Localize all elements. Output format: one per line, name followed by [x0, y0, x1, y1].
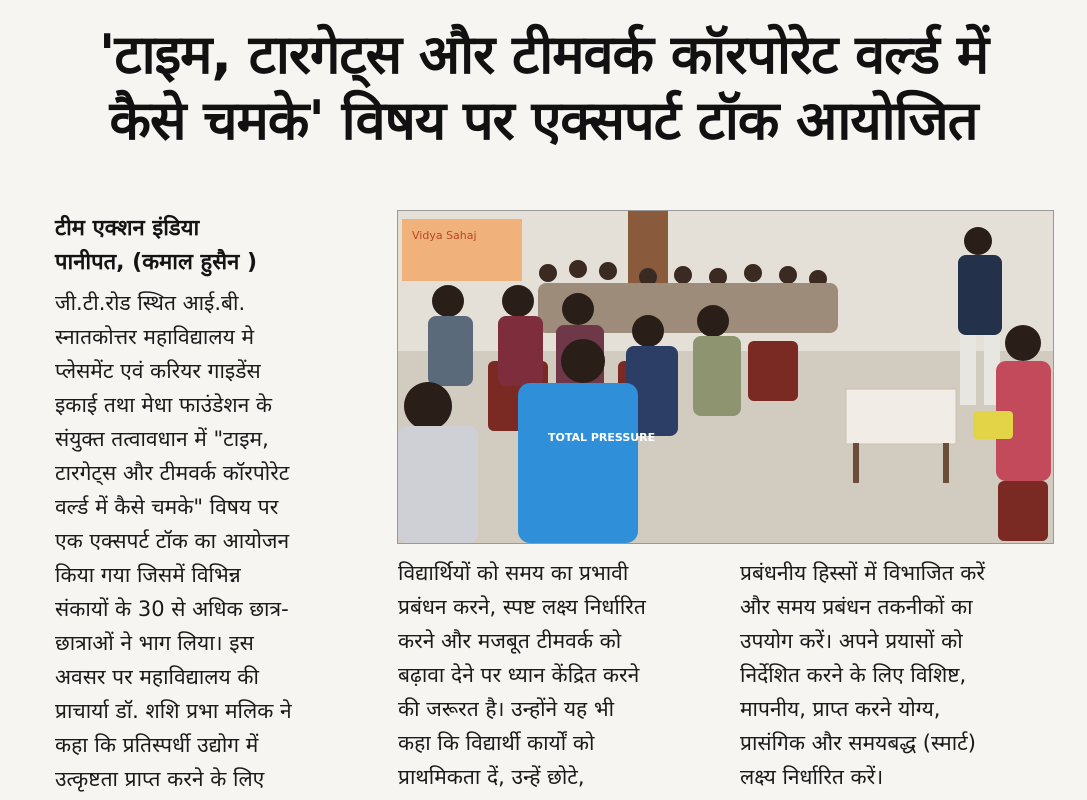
text-line: संकायों के 30 से अधिक छात्र-	[55, 597, 289, 621]
text-line: निर्देशित करने के लिए विशिष्ट,	[740, 663, 967, 687]
text-line: बढ़ावा देने पर ध्यान केंद्रित करने	[398, 663, 640, 687]
text-line: करने और मजबूत टीमवर्क को	[398, 629, 622, 653]
text-line: अवसर पर महाविद्यालय की	[55, 665, 259, 689]
text-line: की जरूरत है। उन्होंने यह भी	[398, 697, 615, 721]
text-line: छात्राओं ने भाग लिया। इस	[55, 631, 254, 655]
article-column-1	[55, 286, 292, 796]
headline-line-1: 'टाइम, टारगेट्स और टीमवर्क कॉरपोरेट वर्ल्ड में	[98, 23, 989, 86]
text-line: इकाई तथा मेधा फाउंडेशन के	[55, 393, 273, 417]
byline-dateline: पानीपत, (कमाल हुसैन )	[55, 250, 258, 275]
text-line: लक्ष्य निर्धारित करें।	[740, 765, 884, 789]
text-line: प्राचार्या डॉ. शशि प्रभा मलिक ने	[55, 699, 292, 723]
text-line: प्राथमिकता दें, उन्हें छोटे,	[398, 765, 585, 789]
event-photo-illustration	[398, 211, 1053, 543]
banner-text: Vidya Sahaj	[412, 229, 477, 242]
text-line: टारगेट्स और टीमवर्क कॉरपोरेट	[55, 461, 290, 485]
text-line: किया गया जिसमें विभिन्न	[55, 563, 241, 587]
text-line: विद्यार्थियों को समय का प्रभावी	[398, 561, 629, 585]
text-line: स्नातकोत्तर महाविद्यालय मे	[55, 325, 255, 349]
text-line: उपयोग करें। अपने प्रयासों को	[740, 629, 963, 653]
text-line: कहा कि प्रतिस्पर्धी उद्योग में	[55, 733, 259, 757]
byline-team: टीम एक्शन इंडिया	[55, 216, 200, 241]
text-line: उत्कृष्टता प्राप्त करने के लिए	[55, 767, 265, 791]
article-column-2	[398, 556, 646, 794]
text-line: प्रबंधनीय हिस्सों में विभाजित करें	[740, 561, 986, 585]
text-line: वर्ल्ड में कैसे चमके" विषय पर	[55, 495, 279, 519]
text-line: संयुक्त तत्वावधान में "टाइम,	[55, 427, 269, 451]
headline-line-2: कैसे चमके' विषय पर एक्सपर्ट टॉक आयोजित	[109, 89, 978, 152]
text-line: प्रबंधन करने, स्पष्ट लक्ष्य निर्धारित	[398, 595, 646, 619]
text-line: एक एक्सपर्ट टॉक का आयोजन	[55, 529, 290, 553]
headline	[0, 22, 1087, 154]
article-column-3	[740, 556, 985, 794]
text-line: प्लेसमेंट एवं करियर गाइडेंस	[55, 359, 261, 383]
text-line: प्रासंगिक और समयबद्ध (स्मार्ट)	[740, 731, 976, 755]
text-line: कहा कि विद्यार्थी कार्यों को	[398, 731, 595, 755]
text-line: और समय प्रबंधन तकनीकों का	[740, 595, 973, 619]
text-line: जी.टी.रोड स्थित आई.बी.	[55, 291, 246, 315]
shirt-text: TOTAL PRESSURE	[548, 431, 656, 444]
event-photo	[397, 210, 1054, 544]
text-line: मापनीय, प्राप्त करने योग्य,	[740, 697, 941, 721]
